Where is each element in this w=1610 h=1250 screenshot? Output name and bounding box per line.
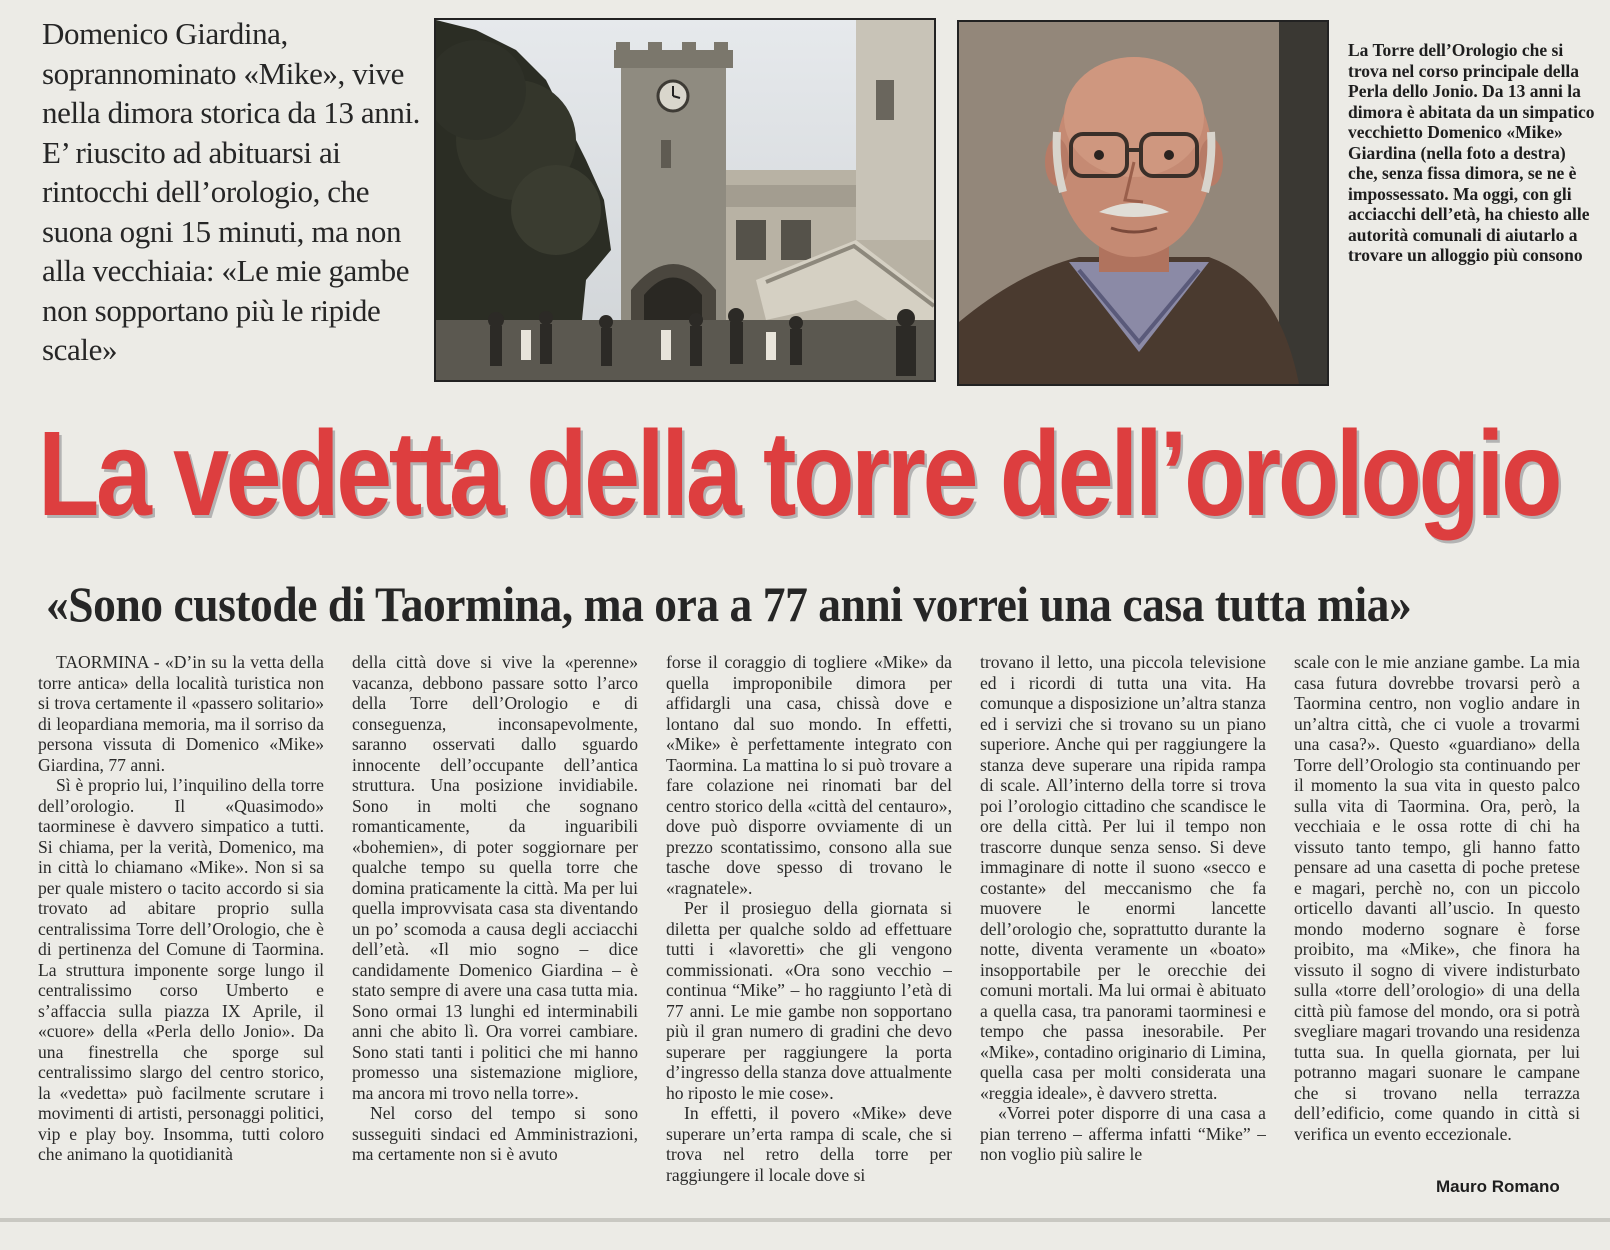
- paragraph: «Vorrei poter disporre di una casa a pian terreno – afferma infatti “Mike” – non voglio più salire le: [980, 1103, 1266, 1164]
- paragraph: forse il coraggio di togliere «Mike» da quella improponibile dimora per affidargli una casa, chissà dove e lontano dal suo mondo. In effetti, «Mike» è perfettamente integrato con Taormina. La mattina lo si può trovare a fare colazione nei rinomati bar del centro storico della «città del centauro», dove può disporre ovviamente di un prezzo scontatissimo, consono alla sue tasche dove spesso di trovano le «ragnatele».: [666, 652, 952, 898]
- paragraph: Nel corso del tempo si sono susseguiti sindaci ed Amministrazioni, ma certamente non si è avuto: [352, 1103, 638, 1164]
- portrait-photo: [957, 20, 1329, 386]
- author-byline: Mauro Romano: [1436, 1177, 1560, 1196]
- paragraph: della città dove si vive la «perenne» vacanza, debbono passare sotto l’arco della Torre dell’Orologio e di conseguenza, inconsapevolmente, saranno osservati dallo sguardo innocente dell’occupante dell’antica struttura. Una posizione invidiabile. Sono in molti che sognano romanticamente, da inguaribili «bohemien», di poter soggiornare per qualche tempo su quella torre che domina praticamente la città. Ma per lui quella improvvisata casa sta diventando un po’ scomoda a causa degli acciacchi dell’età. «Il mio sogno – dice candidamente Domenico Giardina – è stato sempre di avere una casa tutta mia. Sono ormai 13 lunghi ed interminabili anni che abito lì. Ora vorrei cambiare. Sono stati tanti i politici che mi hanno promesso una sistemazione migliore, ma ancora mi trovo nella torre».: [352, 652, 638, 1103]
- article-column-3: [666, 652, 952, 1212]
- article-column-1: [38, 652, 324, 1212]
- article-column-4: [980, 652, 1266, 1212]
- article-column-2: [352, 652, 638, 1212]
- intro-blurb: Domenico Giardina, soprannominato «Mike», vive nella dimora storica da 13 anni. E’ riuscito ad abituarsi ai rintocchi dell’orologio, che suona ogni 15 minuti, ma non alla vecchiaia: «Le mie gambe non sopportano più le ripide scale»: [42, 16, 421, 367]
- headline: La vedetta della torre dell’orologio: [38, 405, 1560, 541]
- photo-caption: La Torre dell’Orologio che si trova nel corso principale della Perla dello Jonio. Da 13 anni la dimora è abitata da un simpatico vecchietto Domenico «Mike» Giardina (nella foto a destra) che, senza fissa dimora, se ne è impossessato. Ma oggi, con gli acciacchi dell’età, ha chiesto alle autorità comunali di aiutarlo a trovare un alloggio più consono: [1348, 40, 1595, 265]
- article-column-5: [1294, 652, 1580, 1212]
- paragraph: Sì è proprio lui, l’inquilino della torre dell’orologio. Il «Quasimodo» taorminese è davvero simpatico a tutti. Si chiama, per la verità, Domenico, ma in città lo chiamano «Mike». Non si sa per quale mistero o tacito accordo si sia trovato ad abitare proprio sulla centralissima Torre dell’Orologio, che è di pertinenza del Comune di Taormina. La struttura imponente sorge lungo il centralissimo corso Umberto e s’affaccia sulla piazza IX Aprile, il «cuore» della «Perla dello Jonio». Da una finestrella che sporge sul centralissimo slargo del centro storico, la «vedetta» può facilmente scrutare i movimenti di artisti, personaggi politici, vip e play boy. Insomma, tutti coloro che animano la quotidianità: [38, 775, 324, 1164]
- paragraph: trovano il letto, una piccola televisione ed i ricordi di tutta una vita. Ha comunque a disposizione un’altra stanza ed i servizi che si trovano su un piano superiore. Anche qui per raggiungere la stanza deve superare una ripida rampa di scale. All’interno della torre si trova poi l’orologio cittadino che scandisce le ore della città. Per lui il tempo non trascorre dunque senza senso. Si deve immaginare di notte il suono «secco e costante» del meccanismo che fa muovere le enormi lancette dell’orologio che, soprattutto durante la notte, diventa veramente un «boato» insopportabile per le orecchie dei comuni mortali. Ma lui ormai è abituato a quella casa, tra panorami taorminesi e tempo che passa inesorabile. Per «Mike», contadino originario di Limina, quella casa per molti considerata una «reggia ideale», è davvero stretta.: [980, 652, 1266, 1103]
- page-edge: [0, 1218, 1610, 1222]
- clock-tower-photo: [434, 18, 936, 382]
- paragraph: Per il prosieguo della giornata si diletta per qualche soldo ad effettuare tutti i «lavoretti» che gli vengono commissionati. «Ora sono vecchio – continua “Mike” – ho raggiunto l’età di 77 anni. Le mie gambe non sopportano più il gran numero di gradini che devo superare per raggiungere la porta d’ingresso della stanza dove attualmente ho riposto le mie cose».: [666, 898, 952, 1103]
- paragraph: In effetti, il povero «Mike» deve superare un’erta rampa di scale, che si trova nel retro della torre per raggiungere il locale dove si: [666, 1103, 952, 1185]
- paragraph: TAORMINA - «D’in su la vetta della torre antica» della località turistica non si trova certamente il «passero solitario» di leopardiana memoria, ma il sorriso da persona vissuta di Domenico «Mike» Giardina, 77 anni.: [38, 652, 324, 775]
- subheadline: «Sono custode di Taormina, ma ora a 77 anni vorrei una casa tutta mia»: [46, 576, 1412, 632]
- paragraph: scale con le mie anziane gambe. La mia casa futura dovrebbe trovarsi però a Taormina centro, non voglio andare in un’altra città, che ci vuole a trovarmi una casa?». Questo «guardiano» della Torre dell’Orologio sta continuando per il momento la sua vita in questo palco sulla vita di Taormina. Ora, però, la vecchiaia e le ossa rotte di chi ha vissuto tanto tempo, gli hanno fatto pensare ad una casetta di poche pretese e magari, perchè no, con un piccolo orticello davanti all’uscio. In questo mondo moderno sognare è forse proibito, ma «Mike», che finora ha vissuto il sogno di vivere indisturbato sulla «torre dell’orologio» di una della città più famose del mondo, ora si potrà svegliare magari trovando una residenza tutta sua. In quella giornata, per lui potranno magari suonare le campane che si trovano nella terrazza dell’edificio, come quando in città si verifica un evento eccezionale.: [1294, 652, 1580, 1144]
